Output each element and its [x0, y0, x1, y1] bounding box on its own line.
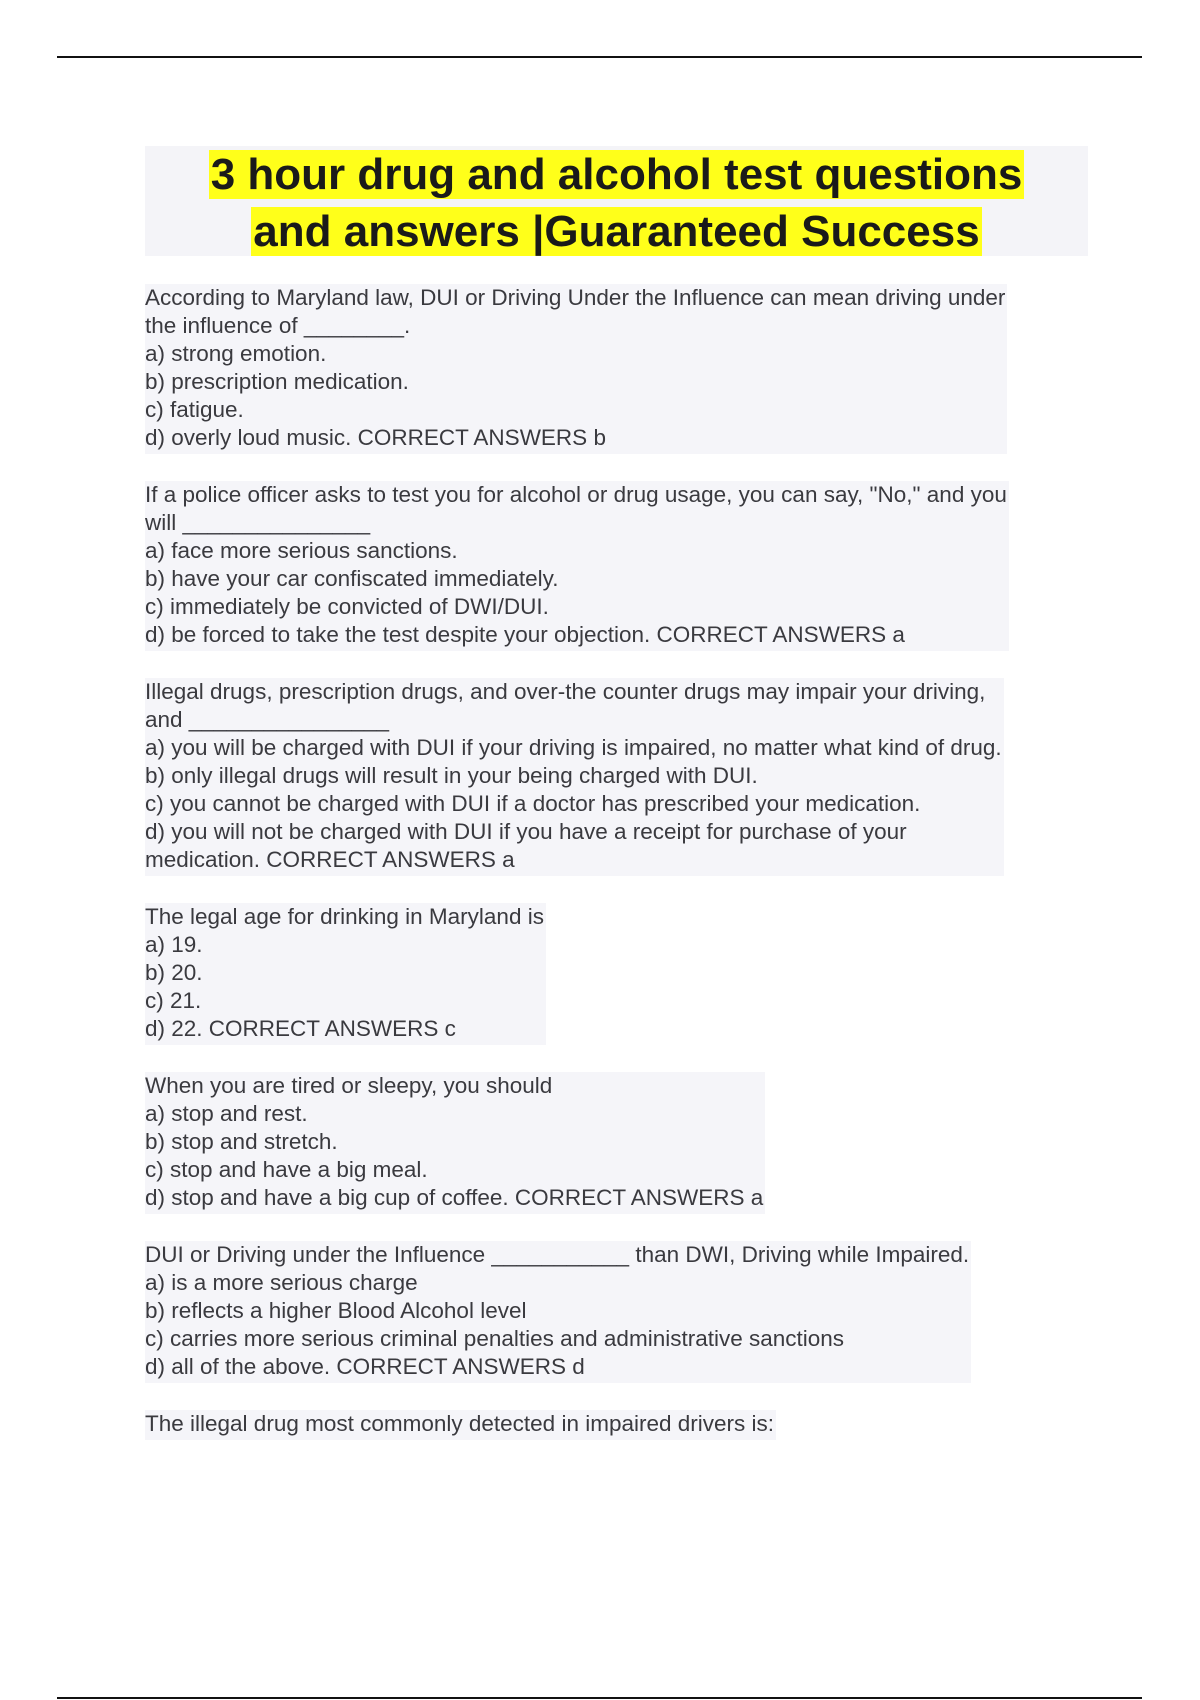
- question-line: c) you cannot be charged with DUI if a doctor has prescribed your medication.: [145, 791, 921, 816]
- question-line: c) carries more serious criminal penalties and administrative sanctions: [145, 1326, 845, 1351]
- question-line: c) 21.: [145, 988, 202, 1013]
- question-text: DUI or Driving under the Influence ___________ than DWI, Driving while Impaired.: [145, 1242, 970, 1267]
- question-block: [145, 481, 1009, 651]
- question-line: b) only illegal drugs will result in your being charged with DUI.: [145, 763, 758, 788]
- question-spacer: [145, 454, 1085, 481]
- question-line: the influence of ________.: [145, 313, 411, 338]
- question-spacer: [145, 651, 1085, 678]
- question-line: a) stop and rest.: [145, 1101, 308, 1126]
- question-text: If a police officer asks to test you for alcohol or drug usage, you can say, "No," and you: [145, 482, 1007, 507]
- question-line: c) fatigue.: [145, 397, 244, 422]
- question-line: b) prescription medication.: [145, 369, 409, 394]
- question-text: When you are tired or sleepy, you should: [145, 1073, 553, 1098]
- bottom-rule: [57, 1697, 1142, 1699]
- title-line-1: 3 hour drug and alcohol test questions: [210, 150, 1023, 199]
- question-line: d) stop and have a big cup of coffee. CORRECT ANSWERS a: [145, 1185, 764, 1210]
- question-line: medication. CORRECT ANSWERS a: [145, 847, 515, 872]
- question-line: and ________________: [145, 707, 390, 732]
- question-line: a) 19.: [145, 932, 203, 957]
- question-text: The legal age for drinking in Maryland is: [145, 904, 544, 929]
- question-block: [145, 1241, 971, 1383]
- document-title: [145, 146, 1088, 256]
- question-text: Illegal drugs, prescription drugs, and over-the counter drugs may impair your driving,: [145, 679, 986, 704]
- question-line: b) stop and stretch.: [145, 1129, 338, 1154]
- question-line: a) strong emotion.: [145, 341, 327, 366]
- question-spacer: [145, 876, 1085, 903]
- question-line: d) be forced to take the test despite your objection. CORRECT ANSWERS a: [145, 622, 905, 647]
- question-line: c) stop and have a big meal.: [145, 1157, 428, 1182]
- question-list: [145, 284, 1085, 1440]
- question-text: According to Maryland law, DUI or Driving Under the Influence can mean driving under: [145, 285, 1006, 310]
- question-line: a) you will be charged with DUI if your driving is impaired, no matter what kind of drug.: [145, 735, 1002, 760]
- question-block: [145, 1072, 765, 1214]
- question-spacer: [145, 1045, 1085, 1072]
- question-block: [145, 903, 546, 1045]
- question-line: d) 22. CORRECT ANSWERS c: [145, 1016, 456, 1041]
- title-line-2: and answers |Guaranteed Success: [253, 207, 980, 256]
- question-spacer: [145, 1214, 1085, 1241]
- question-line: b) 20.: [145, 960, 203, 985]
- question-line: d) all of the above. CORRECT ANSWERS d: [145, 1354, 585, 1379]
- question-text: The illegal drug most commonly detected in impaired drivers is:: [145, 1411, 775, 1436]
- question-line: b) reflects a higher Blood Alcohol level: [145, 1298, 527, 1323]
- question-spacer: [145, 1383, 1085, 1410]
- question-line: d) overly loud music. CORRECT ANSWERS b: [145, 425, 606, 450]
- question-line: b) have your car confiscated immediately.: [145, 566, 559, 591]
- question-block: [145, 678, 1004, 876]
- question-line: d) you will not be charged with DUI if you have a receipt for purchase of your: [145, 819, 907, 844]
- question-line: c) immediately be convicted of DWI/DUI.: [145, 594, 549, 619]
- question-line: will _______________: [145, 510, 371, 535]
- question-block: [145, 284, 1007, 454]
- question-line: a) is a more serious charge: [145, 1270, 418, 1295]
- question-line: a) face more serious sanctions.: [145, 538, 458, 563]
- question-block: [145, 1410, 776, 1440]
- top-rule: [57, 56, 1142, 58]
